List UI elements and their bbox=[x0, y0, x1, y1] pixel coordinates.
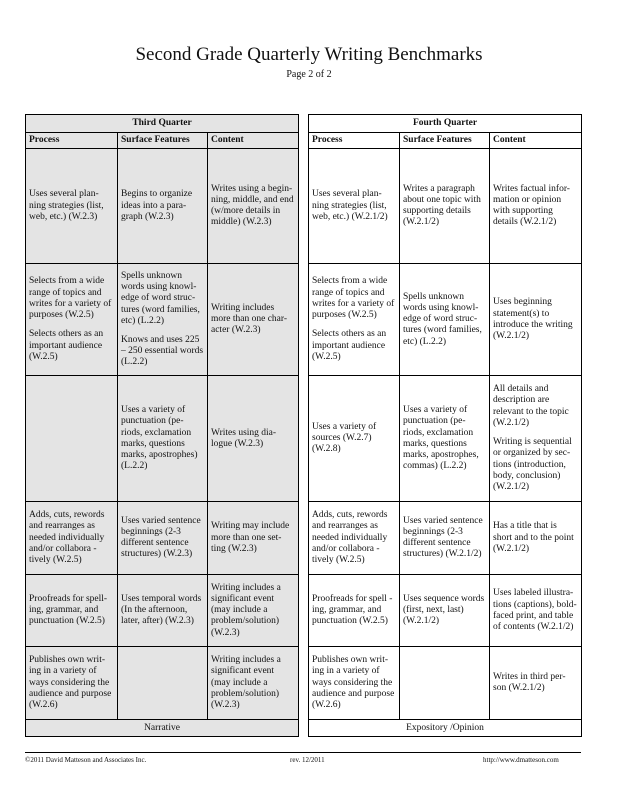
benchmark-cell-process bbox=[26, 264, 118, 376]
benchmark-text: Writes a paragraph about one topic with supporting details (W.2.1/2) bbox=[403, 183, 481, 228]
benchmark-text: Adds, cuts, rewords and rearranges as needed individually and/or collabora - tively (W.2.5) bbox=[312, 510, 388, 565]
benchmark-cell-surface-features bbox=[400, 575, 490, 647]
benchmark-cell-surface-features bbox=[118, 376, 208, 502]
benchmark-text: Proofreads for spell - ing, grammar, and punctuation (W.2.5) bbox=[312, 593, 393, 627]
benchmark-cell-process bbox=[309, 264, 400, 376]
benchmark-text: Uses varied sentence beginnings (2-3 different sentence structures) (W.2.3) bbox=[121, 515, 201, 560]
copyright-text: ©2011 David Matteson and Associates Inc. bbox=[25, 756, 147, 764]
benchmark-cell-surface-features bbox=[400, 264, 490, 376]
benchmark-row bbox=[309, 149, 582, 264]
benchmark-text: Writing includes a significant event (may include a problem/solution) (W.2.3) bbox=[211, 582, 281, 638]
benchmark-text: Uses sequence words (first, next, last) (W.2.1/2) bbox=[403, 593, 485, 627]
benchmark-row bbox=[309, 647, 582, 720]
benchmark-cell-content bbox=[208, 647, 299, 720]
third-quarter-table bbox=[25, 114, 299, 737]
third-quarter-genre: Narrative bbox=[26, 720, 299, 737]
benchmark-cell-content bbox=[208, 502, 299, 575]
column-header-content: Content bbox=[208, 133, 299, 149]
benchmark-text: Selects others as an important audience (W.2.5) bbox=[29, 329, 104, 362]
benchmark-text: Uses several plan- ning strategies (list, web, etc.) (W.2.1/2) bbox=[312, 189, 388, 222]
benchmark-text: Uses temporal words (In the afternoon, later, after) (W.2.3) bbox=[121, 593, 202, 627]
benchmark-cell-content bbox=[490, 647, 582, 720]
benchmark-cell-content bbox=[490, 502, 582, 575]
benchmark-cell-surface-features bbox=[400, 376, 490, 502]
benchmark-text: Adds, cuts, rewords and rearranges as needed individually and/or collabora - tively (W.2.5) bbox=[29, 510, 105, 565]
page-number: Page 2 of 2 bbox=[286, 69, 332, 80]
benchmark-text: Publishes own writ- ing in a variety of ways considering the audience and purpose (W.2.6) bbox=[312, 655, 395, 710]
benchmark-row bbox=[26, 264, 299, 376]
website-link[interactable]: http://www.dmatteson.com bbox=[483, 756, 559, 764]
benchmark-cell-process bbox=[309, 149, 400, 264]
benchmark-row bbox=[309, 376, 582, 502]
benchmark-text: Spells unknown words using knowl- edge of word struc- tures (word families, etc) (L.2.2) bbox=[403, 291, 482, 347]
benchmark-text: Uses a variety of punctuation (pe- riods, exclamation marks, questions marks, apostrophes) (L.2.2) bbox=[121, 405, 198, 472]
benchmark-cell-content bbox=[490, 149, 582, 264]
benchmark-cell-surface-features bbox=[400, 647, 490, 720]
page-title: Second Grade Quarterly Writing Benchmarks bbox=[135, 44, 483, 65]
benchmark-row bbox=[26, 376, 299, 502]
fourth-quarter-table bbox=[308, 114, 582, 737]
benchmark-text: Begins to organize ideas into a para- graph (W.2.3) bbox=[121, 189, 193, 222]
benchmark-text: Writing is sequential or organized by sec- tions (introduction, body, conclusion) (W.2.1/2) bbox=[493, 437, 572, 492]
benchmark-text: Writing includes more than one char- acter (W.2.3) bbox=[211, 302, 288, 336]
benchmark-cell-process bbox=[26, 647, 118, 720]
column-header-process: Process bbox=[309, 133, 400, 149]
benchmark-text: Uses several plan- ning strategies (list, web, etc.) (W.2.3) bbox=[29, 189, 104, 222]
benchmark-cell-process bbox=[26, 149, 118, 264]
benchmark-text: Publishes own writ- ing in a variety of ways considering the audience and purpose (W.2.6) bbox=[29, 655, 112, 710]
benchmark-cell-content bbox=[208, 376, 299, 502]
benchmark-cell-process bbox=[26, 376, 118, 502]
benchmark-text: Writing may include more than one set- ting (W.2.3) bbox=[211, 521, 290, 554]
benchmark-text: Uses varied sentence beginnings (2-3 different sentence structures) (W.2.1/2) bbox=[403, 515, 483, 560]
benchmark-cell-content bbox=[208, 575, 299, 647]
benchmark-cell-process bbox=[309, 502, 400, 575]
benchmark-row bbox=[26, 575, 299, 647]
benchmark-cell-surface-features bbox=[118, 264, 208, 376]
benchmark-cell-process bbox=[309, 575, 400, 647]
column-header-content: Content bbox=[490, 133, 582, 149]
benchmark-text: All details and description are relevant to the topic (W.2.1/2) bbox=[493, 384, 569, 428]
benchmark-text: Knows and uses 225 – 250 essential words (L.2.2) bbox=[121, 334, 204, 368]
benchmark-text: Has a title that is short and to the point (W.2.1/2) bbox=[493, 521, 574, 554]
benchmark-cell-content bbox=[208, 264, 299, 376]
benchmark-cell-surface-features bbox=[118, 647, 208, 720]
benchmark-row bbox=[26, 149, 299, 264]
benchmark-cell-surface-features bbox=[118, 149, 208, 264]
benchmark-text: Uses beginning statement(s) to introduce the writing (W.2.1/2) bbox=[493, 297, 573, 341]
benchmark-text: Selects others as an important audience (W.2.5) bbox=[312, 329, 387, 362]
benchmark-text: Writes using a begin- ning, middle, and end (w/more details in middle) (W.2.3) bbox=[211, 183, 294, 228]
benchmark-row bbox=[26, 502, 299, 575]
benchmark-text: Uses labeled illustra- tions (captions), bold-faced print, and table of contents (W.2.1/2) bbox=[493, 588, 577, 632]
benchmark-text: Uses a variety of sources (W.2.7) (W.2.8) bbox=[312, 421, 377, 455]
benchmark-row bbox=[26, 647, 299, 720]
revision-text: rev. 12/2011 bbox=[290, 756, 325, 764]
benchmark-text: Writes factual infor- mation or opinion with supporting details (W.2.1/2) bbox=[493, 183, 570, 228]
fourth-quarter-genre: Expository /Opinion bbox=[309, 720, 582, 737]
benchmark-cell-surface-features bbox=[118, 575, 208, 647]
benchmark-text: Writes in third per- son (W.2.1/2) bbox=[493, 672, 566, 694]
benchmark-text: Writes using dia- logue (W.2.3) bbox=[211, 427, 277, 449]
benchmark-cell-process bbox=[26, 502, 118, 575]
benchmark-cell-surface-features bbox=[400, 502, 490, 575]
benchmark-row bbox=[309, 502, 582, 575]
column-header-process: Process bbox=[26, 133, 118, 149]
benchmark-cell-content bbox=[208, 149, 299, 264]
benchmark-text: Uses a variety of punctuation (pe- riods, exclamation marks, questions marks, apostrophes, commas) (L.2.2) bbox=[403, 405, 479, 472]
benchmark-cell-surface-features bbox=[118, 502, 208, 575]
benchmark-text: Selects from a wide range of topics and writes for a variety of purposes (W.2.5) bbox=[312, 276, 395, 321]
benchmark-text: Proofreads for spell- ing, grammar, and punctuation (W.2.5) bbox=[29, 593, 108, 627]
benchmark-cell-process bbox=[309, 376, 400, 502]
benchmark-row bbox=[309, 575, 582, 647]
benchmark-cell-content bbox=[490, 575, 582, 647]
benchmark-text: Writing includes a significant event (may include a problem/solution) (W.2.3) bbox=[211, 655, 281, 710]
benchmark-text: Spells unknown words using knowl- edge of word struc- tures (word families, etc) (L.2.2) bbox=[121, 270, 200, 326]
benchmark-cell-process bbox=[309, 647, 400, 720]
column-header-surface-features: Surface Features bbox=[400, 133, 490, 149]
fourth-quarter-heading: Fourth Quarter bbox=[309, 115, 582, 133]
benchmark-row bbox=[309, 264, 582, 376]
column-header-surface-features: Surface Features bbox=[118, 133, 208, 149]
benchmark-cell-process bbox=[26, 575, 118, 647]
benchmark-cell-surface-features bbox=[400, 149, 490, 264]
benchmark-cell-content bbox=[490, 376, 582, 502]
third-quarter-heading: Third Quarter bbox=[26, 115, 299, 133]
benchmark-cell-content bbox=[490, 264, 582, 376]
benchmark-text: Selects from a wide range of topics and writes for a variety of purposes (W.2.5) bbox=[29, 276, 112, 321]
footer-divider bbox=[25, 752, 581, 753]
